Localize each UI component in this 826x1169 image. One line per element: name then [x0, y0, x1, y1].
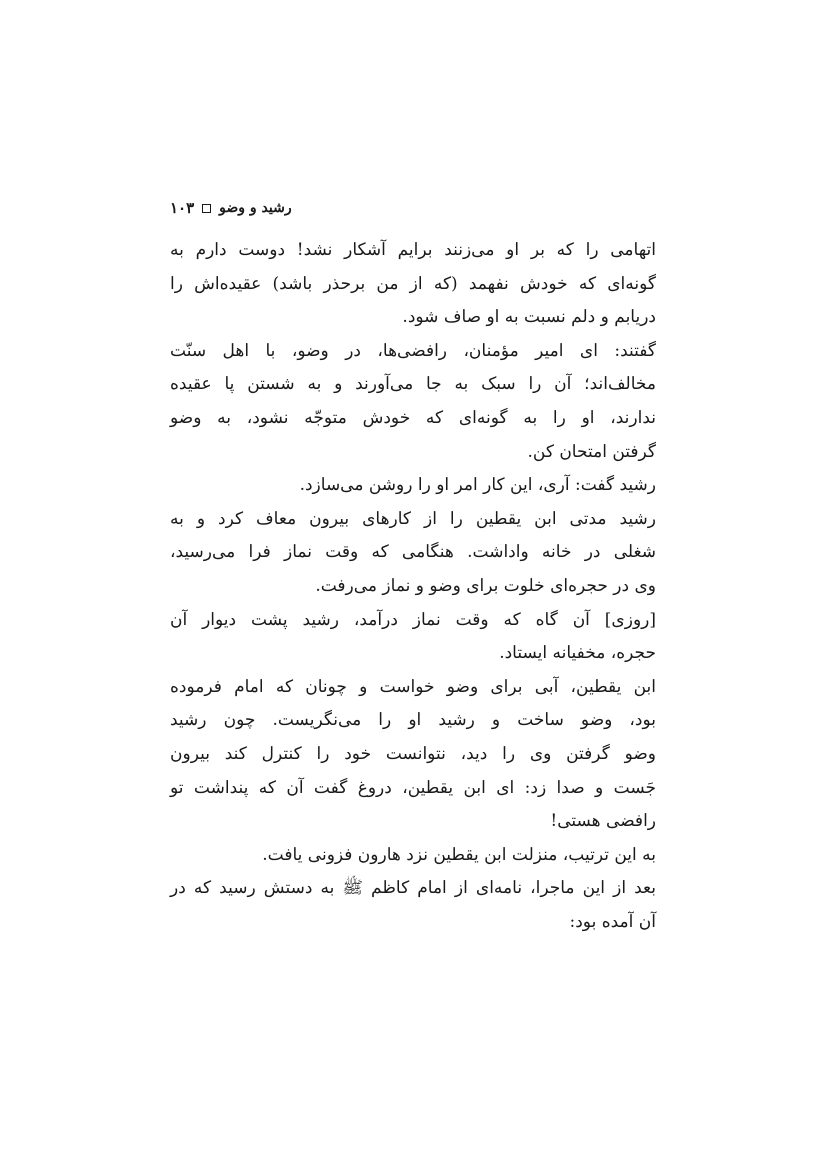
- text-line: مخالف‌اند؛ آن را سبک به جا می‌آورند و به شستن پا عقیده: [170, 374, 656, 395]
- text-line: حجره، مخفیانه ایستاد.: [499, 643, 656, 664]
- text-line: بود، وضو ساخت و رشید او را می‌نگریست. چون رشید: [170, 710, 656, 731]
- text-line: رشید گفت: آری، این کار امر او را روشن می‌سازد.: [299, 475, 656, 496]
- running-title: رشید و وضو: [219, 200, 292, 216]
- text-line: جَست و صدا زد: ای ابن یقطین، دروغ گفت آن که پنداشت تو: [170, 777, 656, 798]
- running-header-inner: [170, 199, 292, 217]
- text-line: [روزی] آن گاه که وقت نماز درآمد، رشید پشت دیوار آن: [170, 609, 656, 630]
- text-line: وضو گرفتن وی را دید، نتوانست خود را کنترل کند بیرون: [170, 743, 656, 764]
- text-line: شغلی در خانه واداشت. هنگامی که وقت نماز فرا می‌رسید،: [170, 542, 656, 563]
- page-number: ۱۰۳: [170, 199, 195, 217]
- running-header: [170, 196, 656, 220]
- text-line: رشید مدتی ابن یقطین را از کارهای بیرون معاف کرد و به: [170, 508, 656, 529]
- body-text: [170, 234, 656, 939]
- text-line: بعد از این ماجرا، نامه‌ای از امام کاظم ﷺ به دستش رسید که در: [170, 878, 656, 899]
- text-line: رافضی هستی!: [550, 811, 656, 832]
- square-icon: [202, 204, 211, 213]
- text-line: اتهامی را که بر او می‌زنند برایم آشکار نشد! دوست دارم به: [170, 240, 656, 260]
- text-line: وی در حجره‌ای خلوت برای وضو و نماز می‌رفت.: [315, 575, 656, 596]
- text-line: ابن یقطین، آبی برای وضو خواست و چونان که امام فرموده: [170, 676, 656, 697]
- text-line: گرفتن امتحان کن.: [527, 441, 656, 462]
- text-line: گفتند: ای امیر مؤمنان، رافضی‌ها، در وضو، با اهل سنّت: [170, 340, 656, 361]
- text-line: گونه‌ای که خودش نفهمد (که از من برحذر باشد) عقیده‌اش را: [170, 273, 656, 294]
- text-line: ندارند، او را به گونه‌ای که خودش متوجّه نشود، به وضو: [170, 407, 656, 428]
- text-line: به این ترتیب، منزلت ابن یقطین نزد هارون فزونی یافت.: [262, 844, 656, 865]
- text-line: دریابم و دلم نسبت به او صاف شود.: [402, 307, 656, 328]
- text-line: آن آمده بود:: [569, 911, 656, 932]
